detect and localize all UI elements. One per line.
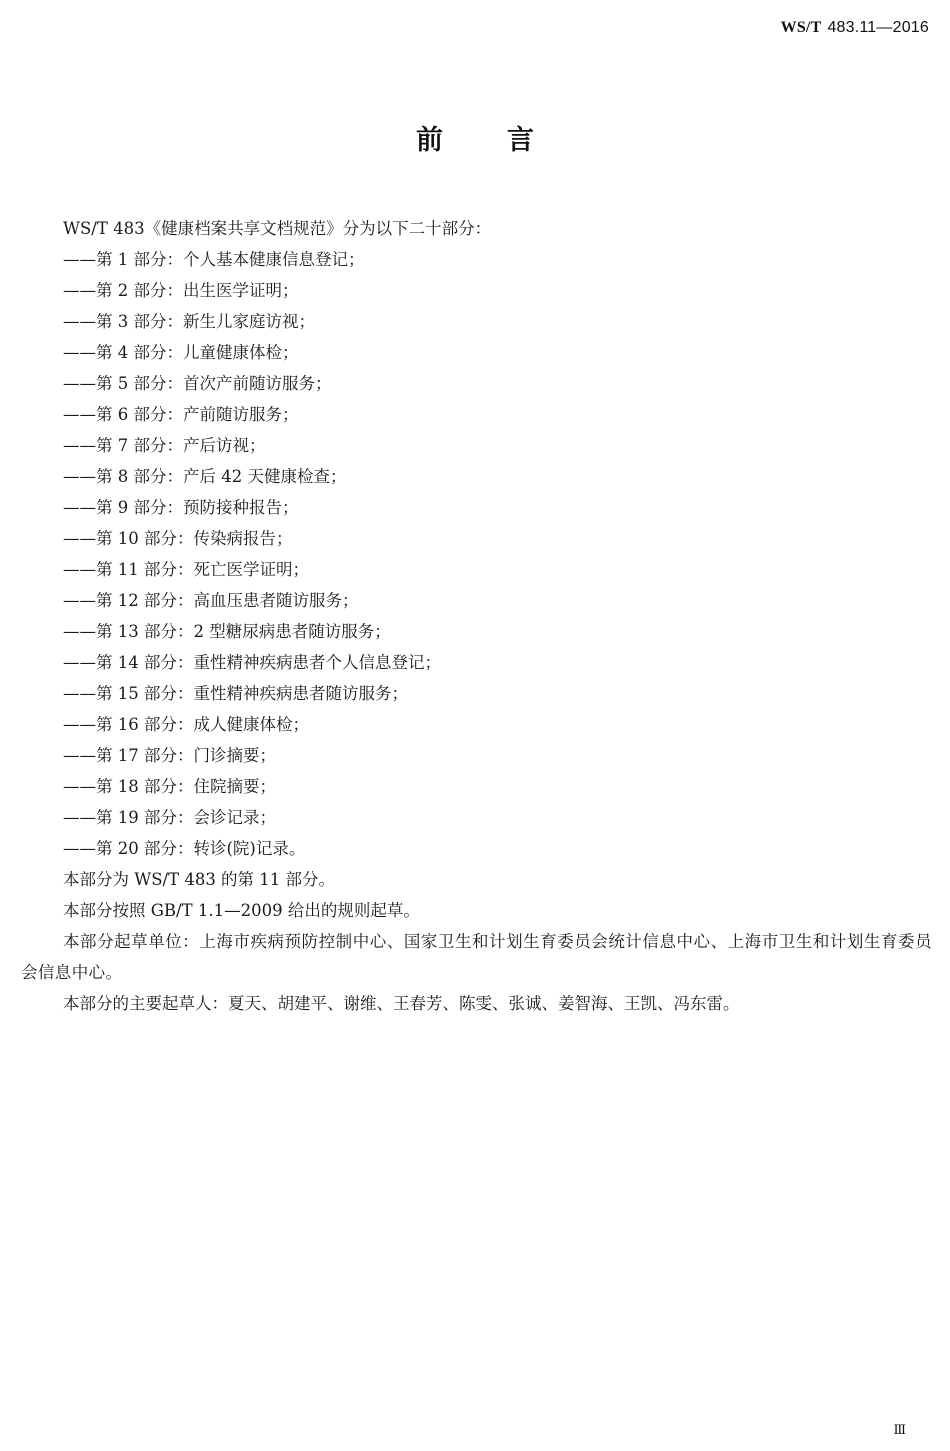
standard-code-header (781, 19, 929, 37)
part-statement: 本部分为 WS/T 483 的第 11 部分。 (63, 870, 336, 889)
part-item-7: ——第 7 部分：产后访视； (63, 436, 266, 455)
part-item-19: ——第 19 部分：会诊记录； (63, 808, 276, 827)
part-item-8: ——第 8 部分：产后 42 天健康检查； (63, 467, 347, 486)
part-item-15: ——第 15 部分：重性精神疾病患者随访服务； (63, 684, 408, 703)
part-item-5: ——第 5 部分：首次产前随访服务； (63, 374, 332, 393)
foreword-body (21, 213, 932, 1019)
part-item-6: ——第 6 部分：产前随访服务； (63, 405, 299, 424)
part-item-10: ——第 10 部分：传染病报告； (63, 529, 293, 548)
page-title: 前言 (416, 125, 598, 156)
drafting-units-paragraph: 本部分起草单位：上海市疾病预防控制中心、国家卫生和计划生育委员会统计信息中心、上海市卫生和计划生育委员会信息中心。 (21, 932, 932, 982)
page-number: Ⅲ (893, 1422, 906, 1437)
standard-prefix: WS/T (780, 19, 822, 36)
part-item-18: ——第 18 部分：住院摘要； (63, 777, 276, 796)
part-item-3: ——第 3 部分：新生儿家庭访视； (63, 312, 315, 331)
rules-statement: 本部分按照 GB/T 1.1—2009 给出的规则起草。 (63, 901, 420, 920)
part-item-14: ——第 14 部分：重性精神疾病患者个人信息登记； (63, 653, 441, 672)
standard-number: 483.11—2016 (827, 19, 929, 36)
drafters-paragraph: 本部分的主要起草人：夏天、胡建平、谢维、王春芳、陈雯、张诚、姜智海、王凯、冯东雷。 (63, 994, 740, 1013)
part-item-13: ——第 13 部分：2 型糖尿病患者随访服务； (63, 622, 391, 641)
intro-line: WS/T 483《健康档案共享文档规范》分为以下二十部分： (63, 219, 492, 238)
part-item-17: ——第 17 部分：门诊摘要； (63, 746, 276, 765)
part-item-4: ——第 4 部分：儿童健康体检； (63, 343, 299, 362)
part-item-16: ——第 16 部分：成人健康体检； (63, 715, 309, 734)
part-item-9: ——第 9 部分：预防接种报告； (63, 498, 299, 517)
part-item-11: ——第 11 部分：死亡医学证明； (63, 560, 309, 579)
part-item-1: ——第 1 部分：个人基本健康信息登记； (63, 250, 365, 269)
part-item-20: ——第 20 部分：转诊(院)记录。 (63, 839, 306, 858)
part-item-12: ——第 12 部分：高血压患者随访服务； (63, 591, 359, 610)
part-item-2: ——第 2 部分：出生医学证明； (63, 281, 299, 300)
